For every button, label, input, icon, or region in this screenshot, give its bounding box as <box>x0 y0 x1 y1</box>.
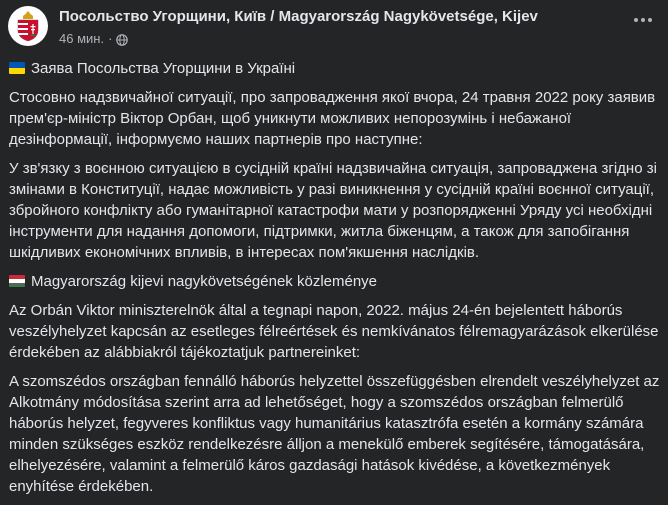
post-meta <box>59 30 538 48</box>
post-header-text <box>59 7 538 48</box>
meta-separator: · <box>108 31 113 46</box>
ua-title: Заява Посольства Угорщини в Україні <box>31 60 296 77</box>
ua-paragraph-1: Стосовно надзвичайної ситуації, про запровадження якої вчора, 24 травня 2022 року заявив прем'єр-міністр Віктор Орбан, щоб уникнути можливих непорозумінь і небажаної дезінформації, інформуємо наших партнерів про наступне: <box>9 89 656 148</box>
post-timestamp[interactable]: 46 мин. <box>59 31 105 46</box>
post-body <box>9 58 664 505</box>
hu-title-line <box>9 271 664 292</box>
ua-title-line <box>9 58 664 79</box>
hu-paragraph-2: A szomszédos országban fennálló háborús helyzettel összefüggésben elrendelt veszélyhelyzet az Alkotmány módosítása szerint arra ad lehetőséget, hogy a szomszédos országban felmerülő háborús helyzet, fegyveres konfliktus vagy humanitárius katasztrófa esetén a kormány számára minden szükséges eszköz rendelkezésre álljon a menekülő emberek segítésére, támogatására, elhelyezésére, valamint a felmerülő káros gazdasági hatások kivédése, a következmények enyhítése érdekében. <box>9 373 660 495</box>
coat-of-arms-icon[interactable] <box>8 6 48 46</box>
ukraine-flag-icon <box>9 62 25 74</box>
post-header <box>8 6 538 48</box>
hu-title: Magyarország kijevi nagykövetségének közleménye <box>31 273 378 290</box>
hungary-flag-icon <box>9 275 25 287</box>
page-name-link[interactable]: Посольство Угорщини, Київ / Magyarország Nagykövetsége, Kijev <box>59 8 538 25</box>
hu-paragraph-1: Az Orbán Viktor miniszterelnök által a tegnapi napon, 2022. május 24-én bejelentett háborús veszélyhelyzet kapcsán az esetleges félreértések és nemkívánatos félremagyarázások elkerülése érdekében az alábbiakról tájékoztatjuk partnereinket: <box>9 302 659 361</box>
more-options-icon[interactable] <box>628 10 658 30</box>
ua-paragraph-2: У зв'язку з воєнною ситуацією в сусідній країні надзвичайна ситуація, запроваджена згідно зі змінами в Конституції, надає можливість у разі виникнення у сусідній країні воєнної ситуації, збройного конфлікту або гуманітарної катастрофи мати у розпорядженні Уряду усі необхідні інструменти для надання допомоги, підтримки, житла біженцям, а також для запобігання шкідливих економічних впливів, в інтересах пом'якшення наслідків. <box>9 160 657 261</box>
globe-icon[interactable] <box>116 33 128 45</box>
